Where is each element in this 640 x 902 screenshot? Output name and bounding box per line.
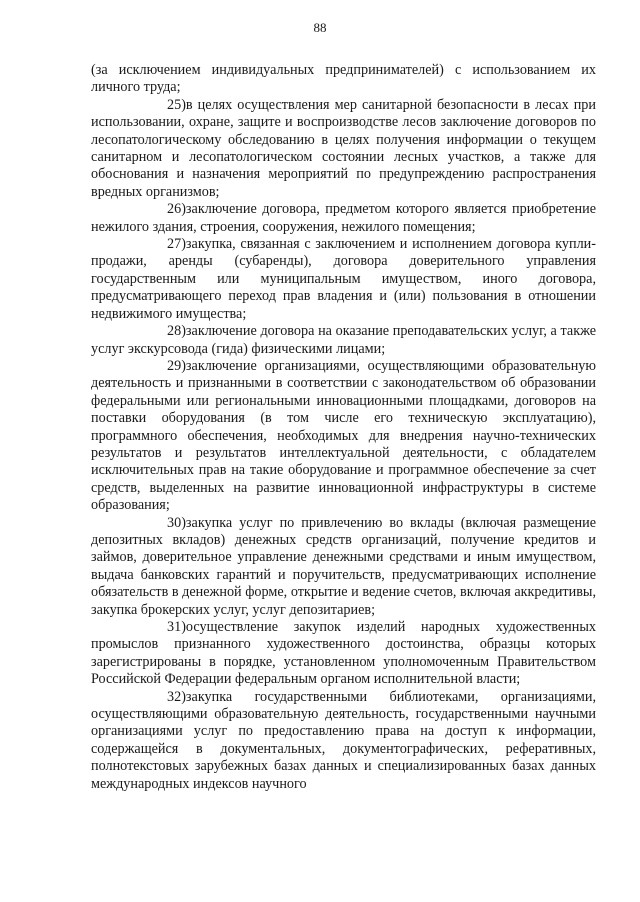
list-item-26 bbox=[91, 201, 596, 236]
list-item-number: 25) bbox=[167, 96, 186, 113]
paragraph-continuation bbox=[91, 62, 596, 97]
list-item-30 bbox=[91, 515, 596, 619]
list-item-text: в целях осуществления мер санитарной безопасности в лесах при использовании, охране, защите и воспроизводстве лесов заключение договоров по лесопатологическому обследованию в целях получения информации о текущем санитарном и лесопатологическом состоянии лесных участков, а также для обоснования и назначения мероприятий по предупреждению распространения вредных организмов; bbox=[91, 96, 596, 200]
list-item-number: 26) bbox=[167, 201, 186, 218]
list-item-number: 29) bbox=[167, 357, 186, 374]
list-item-27 bbox=[91, 236, 596, 323]
list-item-text: заключение организациями, осуществляющими образовательную деятельность и признанными в соответствии с законодательством об образовании федеральными или региональными инновационными площадками, договоров на поставки оборудования (в том числе его техническую эксплуатацию), программного обеспечения, необходимых для внедрения научно-технических результатов и результатов интеллектуальной деятельности, с обладателем исключительных прав на такие оборудование и программное обеспечение за счет средств, выделенных на развитие инновационной инфраструктуры в системе образования; bbox=[91, 357, 596, 514]
list-item-25 bbox=[91, 97, 596, 201]
list-item-number: 27) bbox=[167, 236, 186, 253]
list-item-text: осуществление закупок изделий народных художественных промыслов признанного художественного достоинства, образцы которых зарегистрированы в порядке, установленном уполномоченным Правительством Российской Федерации федеральным органом исполнительной власти; bbox=[91, 619, 596, 688]
list-item-text: закупка услуг по привлечению во вклады (включая размещение депозитных вкладов) денежных средств организаций, получение кредитов и займов, доверительное управление денежными средствами и иным имуществом, выдача банковских гарантий и поручительств, предусматривающих исполнение обязательств в денежной форме, открытие и ведение счетов, включая аккредитивы, закупка брокерских услуг, услуг депозитариев; bbox=[91, 514, 596, 618]
list-item-number: 32) bbox=[167, 688, 186, 705]
list-item-text: закупка, связанная с заключением и исполнением договора купли-продажи, аренды (субаренды), договора доверительного управления государственным или муниципальным имуществом, иного договора, предусматривающего переход прав владения и (или) пользования в отношении недвижимого имущества; bbox=[91, 236, 596, 322]
list-item-number: 30) bbox=[167, 514, 186, 531]
list-item-text: заключение договора на оказание преподавательских услуг, а также услуг экскурсовода (гида) физическими лицами; bbox=[91, 323, 596, 357]
list-item-28 bbox=[91, 323, 596, 358]
list-item-number: 28) bbox=[167, 323, 186, 340]
list-item-31 bbox=[91, 619, 596, 689]
page-number: 88 bbox=[313, 20, 327, 35]
list-item-number: 31) bbox=[167, 619, 186, 635]
list-item-29 bbox=[91, 358, 596, 515]
document-body bbox=[91, 62, 596, 793]
paragraph-text: (за исключением индивидуальных предпринимателей) с использованием их личного труда; bbox=[91, 62, 596, 96]
list-item-text: заключение договора, предметом которого является приобретение нежилого здания, строения, сооружения, нежилого помещения; bbox=[91, 201, 596, 235]
list-item-text: закупка государственными библиотеками, организациями, осуществляющими образовательную деятельность, государственными научными организациями услуг по предоставлению права на доступ к информации, содержащейся в документальных, документографических, реферативных, полнотекстовых зарубежных базах данных и специализированных базах данных международных индексов научного bbox=[91, 688, 596, 792]
list-item-32 bbox=[91, 689, 596, 793]
